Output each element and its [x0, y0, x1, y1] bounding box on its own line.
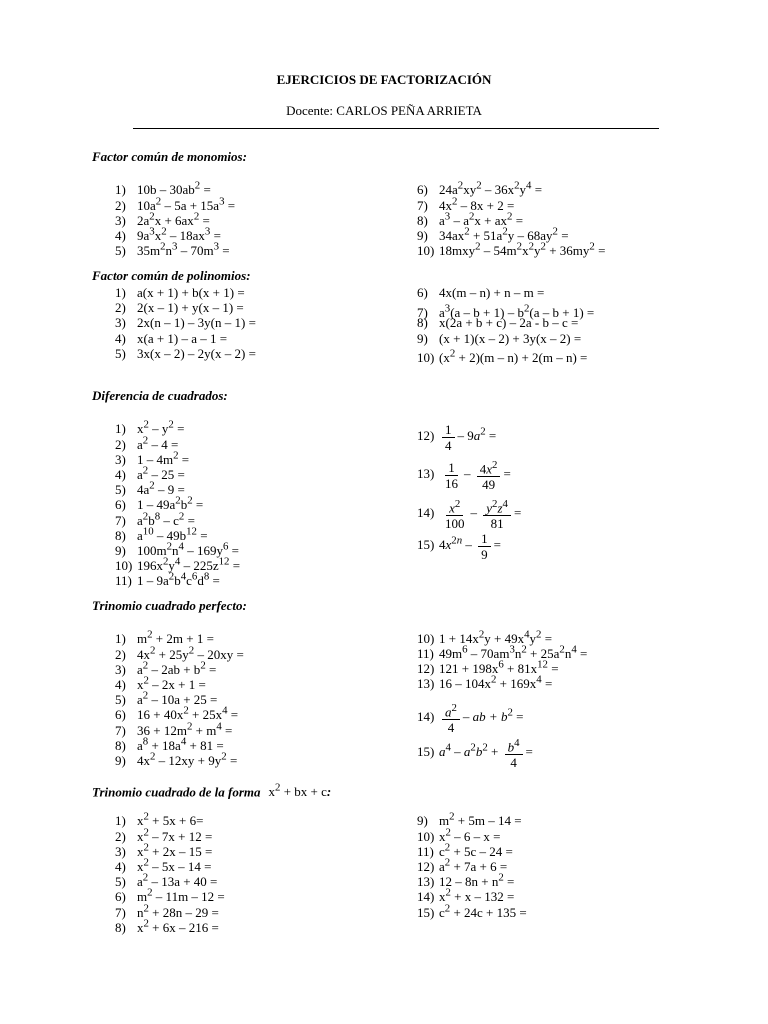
exercise-number: 4) — [115, 466, 126, 482]
exercise-number: 8) — [417, 212, 428, 228]
exercise-number: 8) — [417, 315, 428, 331]
exercise-expression: $a^2 - 4$ = — [137, 434, 179, 452]
exercise-number: 6) — [115, 497, 126, 513]
exercise-number: 12) — [417, 661, 435, 677]
exercise-expression: $18mxy^2 - 54m^2x^2y^2 + 36my^2$ = — [439, 240, 606, 259]
page-title: EJERCICIOS DE FACTORIZACIÓN — [276, 72, 492, 87]
exercise-expression: $m^2 + 5m - 14$ = — [439, 811, 522, 829]
exercise-expression: $49m^6 - 70am^3n^2 + 25a^2n^4$ = — [439, 644, 588, 662]
exercise-number: 9) — [417, 227, 428, 243]
section-title: Diferencia de cuadrados: — [92, 388, 228, 403]
exercise-expression: $4x^{2n}$ – $\frac{1}{9}$ = — [439, 531, 501, 562]
exercise-expression: $2a^2x + 6ax^2$ = — [137, 210, 210, 228]
exercise-item — [115, 916, 219, 934]
exercise-expression: $16 - 104x^2 + 169x^4$ = — [439, 674, 553, 692]
exercise-expression: $x^2 + 5x + 6=$ — [137, 811, 204, 829]
exercise-expression: $x^2 - 5x - 14$ = — [137, 856, 212, 874]
exercise-expression: $\frac{1}{16}$ – $\frac{4x^2}{49}$ = — [445, 459, 511, 493]
exercise-expression: $121 + 198x^6 + 81x^{12}$ = — [439, 659, 559, 677]
exercise-expression: $x^2 - 2x + 1$ = — [137, 674, 206, 692]
exercise-number: 2) — [115, 436, 126, 452]
exercise-number: 8) — [115, 919, 126, 935]
exercise-expression: $c^2 + 24c + 135$ = — [439, 902, 527, 920]
exercise-number: 6) — [417, 182, 428, 198]
exercise-item — [417, 458, 511, 492]
exercise-number: 2) — [115, 646, 126, 662]
exercise-item — [417, 422, 496, 453]
exercise-number: 1) — [115, 285, 126, 300]
exercise-number: 10) — [417, 350, 435, 366]
exercise-number: 7) — [115, 722, 126, 738]
exercise-expression: 2x(n – 1) – 3y(n – 1) = — [137, 315, 256, 331]
exercise-number: 3) — [115, 451, 126, 467]
section-title: Trinomio cuadrado perfecto: — [92, 598, 247, 613]
exercise-number: 10) — [115, 558, 133, 574]
exercise-expression: $n^2 + 28n - 29$ = — [137, 902, 219, 920]
exercise-number: 7) — [115, 904, 126, 920]
exercise-expression: $1 - 4m^2$ = — [137, 449, 190, 467]
exercise-expression: $a^2 - 13a + 40$ = — [137, 871, 218, 890]
exercise-expression: $1 - 49a^2b^2$ = — [137, 495, 204, 513]
exercise-number: 8) — [115, 527, 126, 543]
exercise-number: 3) — [115, 212, 126, 228]
exercise-item — [417, 901, 527, 919]
exercise-number: 11) — [115, 573, 132, 589]
exercise-expression: $9a^3x^2 - 18ax^3$ = — [137, 225, 221, 243]
exercise-expression: $a^2 - 25$ = — [137, 464, 185, 482]
exercise-expression: $a^3(a - b + 1) - b^2(a - b + 1)$ = — [439, 302, 595, 320]
exercise-number: 7) — [417, 197, 428, 213]
exercise-number: 9) — [417, 330, 428, 346]
header-divider — [133, 128, 659, 129]
exercise-number: 9) — [115, 542, 126, 558]
exercise-expression: $34ax^2 + 51a^2y - 68ay^2$ = — [439, 225, 569, 243]
exercise-expression: 3x(x – 2) – 2y(x – 2) = — [137, 345, 256, 361]
exercise-expression: $m^2 - 11m - 12$ = — [137, 887, 225, 905]
exercise-item — [417, 701, 523, 735]
exercise-number: 5) — [115, 345, 126, 361]
exercise-expression: $a^8 + 18a^4 + 81$ = — [137, 735, 224, 753]
exercise-item — [115, 570, 220, 588]
exercise-expression: 4x(m – n) + n – m = — [439, 285, 545, 300]
exercise-item — [417, 673, 552, 691]
exercise-item — [417, 347, 587, 365]
exercise-expression: $12 - 8n + n^2$ = — [439, 871, 515, 890]
exercise-number: 11) — [417, 646, 434, 662]
exercise-number: 6) — [115, 707, 126, 723]
exercise-number: 14) — [417, 505, 435, 521]
exercise-expression: $10b - 30ab^2$ = — [137, 180, 211, 198]
exercise-number: 8) — [115, 737, 126, 753]
exercise-expression: $\frac{x^2}{100}$ – $\frac{y^2z^4}{81}$ = — [445, 498, 522, 532]
exercise-number: 3) — [115, 315, 126, 331]
exercise-number: 15) — [417, 537, 435, 553]
exercise-item — [417, 332, 581, 346]
exercise-expression: 2(x – 1) + y(x – 1) = — [137, 300, 244, 316]
exercise-number: 14) — [417, 709, 435, 725]
exercise-number: 7) — [115, 512, 126, 528]
exercise-expression: $a^2b^8 - c^2$ = — [137, 510, 195, 528]
exercise-expression: $a^3 - a^2x + ax^2$ = — [439, 210, 524, 228]
exercise-number: 15) — [417, 744, 435, 760]
exercise-expression: (x + 1)(x – 2) + 3y(x – 2) = — [439, 330, 582, 346]
exercise-expression: a(x + 1) + b(x + 1) = — [137, 285, 245, 300]
teacher-line: Docente: CARLOS PEÑA ARRIETA — [286, 103, 482, 118]
exercise-item — [417, 316, 578, 330]
exercise-number: 2) — [115, 828, 126, 844]
exercise-number: 2) — [115, 300, 126, 316]
exercise-expression: x(2a + b + c) – 2a - b – c = — [439, 315, 579, 331]
exercise-item — [417, 531, 501, 562]
exercise-number: 15) — [417, 904, 435, 920]
exercise-number: 4) — [115, 227, 126, 243]
exercise-expression: $a^{10} - 49b^{12}$ = — [137, 525, 208, 543]
exercise-item — [417, 736, 533, 770]
exercise-number: 6) — [115, 889, 126, 905]
exercise-item — [115, 286, 245, 300]
exercise-expression: x(a + 1) – a – 1 = — [137, 330, 228, 346]
exercise-number: 3) — [115, 843, 126, 859]
exercise-item — [417, 286, 544, 300]
exercise-expression: $x^2 - 6$ – x = — [439, 826, 501, 844]
exercise-number: 13) — [417, 874, 435, 890]
exercise-expression: $196x^2y^4 - 225z^{12}$ = — [137, 555, 241, 574]
section-title: Factor común de polinomios: — [92, 268, 251, 283]
exercise-expression: $a^4 - a^2b^2$ + $\frac{b^4}{4}$ = — [439, 737, 533, 771]
exercise-item — [417, 240, 605, 258]
exercise-number: 9) — [417, 813, 428, 829]
section-title-formula: $x^2$ + bx + c: — [268, 782, 332, 800]
exercise-expression: $4x^2 - 8x + 2$ = — [439, 195, 515, 213]
exercise-number: 2) — [115, 197, 126, 213]
exercise-number: 1) — [115, 421, 126, 437]
exercise-expression: $a^2 + 7a + 6$ = — [439, 856, 508, 874]
exercise-expression: $1 + 14x^2y + 49x^4y^2$ = — [439, 629, 553, 647]
exercise-number: 13) — [417, 466, 435, 482]
exercise-expression: $10a^2 - 5a + 15a^3$ = — [137, 195, 236, 213]
exercise-number: 5) — [115, 482, 126, 498]
exercise-expression: $x^2 + 6x - 216$ = — [137, 917, 219, 935]
exercise-number: 13) — [417, 676, 435, 692]
exercise-expression: $x^2 + 2x - 15$ = — [137, 841, 213, 859]
section-title: Trinomio cuadrado de la forma $x^2$ + bx + c: — [92, 782, 332, 800]
exercise-expression: $4x^2 + 25y^2 - 20xy$ = — [137, 644, 244, 662]
exercise-number: 4) — [115, 858, 126, 874]
exercise-number: 1) — [115, 631, 126, 647]
exercise-number: 12) — [417, 428, 435, 444]
exercise-item — [115, 332, 227, 346]
exercise-number: 12) — [417, 858, 435, 874]
exercise-expression: $(x^2 + 2)(m - n) + 2(m - n)$ = — [439, 347, 588, 366]
exercise-expression: $x^2 - 7x + 12$ = — [137, 826, 213, 844]
exercise-expression: $4a^2 - 9$ = — [137, 479, 185, 498]
exercise-number: 10) — [417, 828, 435, 844]
exercise-number: 10) — [417, 631, 435, 647]
exercise-item — [115, 316, 256, 330]
exercise-expression: $a^2 - 2ab + b^2$ = — [137, 659, 217, 677]
exercise-number: 1) — [115, 813, 126, 829]
section-title: Factor común de monomios: — [92, 149, 247, 164]
exercise-item — [115, 347, 256, 361]
exercise-expression: $x^2 + x - 132$ = — [439, 887, 515, 905]
exercise-expression: $36 + 12m^2 + m^4$ = — [137, 720, 233, 738]
exercise-number: 7) — [417, 304, 428, 320]
exercise-expression: $4x^2 - 12xy + 9y^2$ = — [137, 750, 238, 768]
exercise-expression: $a^2 - 10a + 25$ = — [137, 689, 218, 708]
exercise-number: 4) — [115, 676, 126, 692]
exercise-number: 5) — [115, 874, 126, 890]
exercise-expression: $24a^2xy^2 - 36x^2y^4$ = — [439, 180, 543, 198]
exercise-number: 6) — [417, 285, 428, 300]
exercise-expression: $\frac{a^2}{4}$ – ab + $b^2$ = — [439, 709, 523, 724]
exercise-number: 5) — [115, 692, 126, 708]
exercise-number: 9) — [115, 752, 126, 768]
exercise-number: 10) — [417, 243, 435, 259]
exercise-number: 11) — [417, 843, 434, 859]
exercise-expression: $x^2 - y^2$ = — [137, 419, 185, 437]
exercise-number: 14) — [417, 889, 435, 905]
exercise-number: 4) — [115, 330, 126, 346]
exercise-item — [115, 301, 244, 315]
exercise-expression: $1 - 9a^2b^4c^6d^8$ = — [137, 571, 220, 589]
exercise-item — [115, 240, 230, 258]
exercise-number: 5) — [115, 243, 126, 259]
exercise-expression: $16 + 40x^2 + 25x^4$ = — [137, 705, 239, 723]
exercise-expression: $100m^2n^4 - 169y^6$ = — [137, 540, 239, 558]
exercise-expression: $35m^2n^3 - 70m^3$ = — [137, 240, 230, 259]
exercise-expression: $c^2 + 5c - 24$ = — [439, 841, 513, 859]
exercise-item — [417, 497, 521, 531]
exercise-number: 3) — [115, 661, 126, 677]
exercise-item — [115, 750, 237, 768]
exercise-expression: $m^2 + 2m + 1$ = — [137, 629, 214, 647]
exercise-number: 1) — [115, 182, 126, 198]
exercise-expression: $\frac{1}{4}$ – $9a^2$ = — [439, 428, 496, 443]
